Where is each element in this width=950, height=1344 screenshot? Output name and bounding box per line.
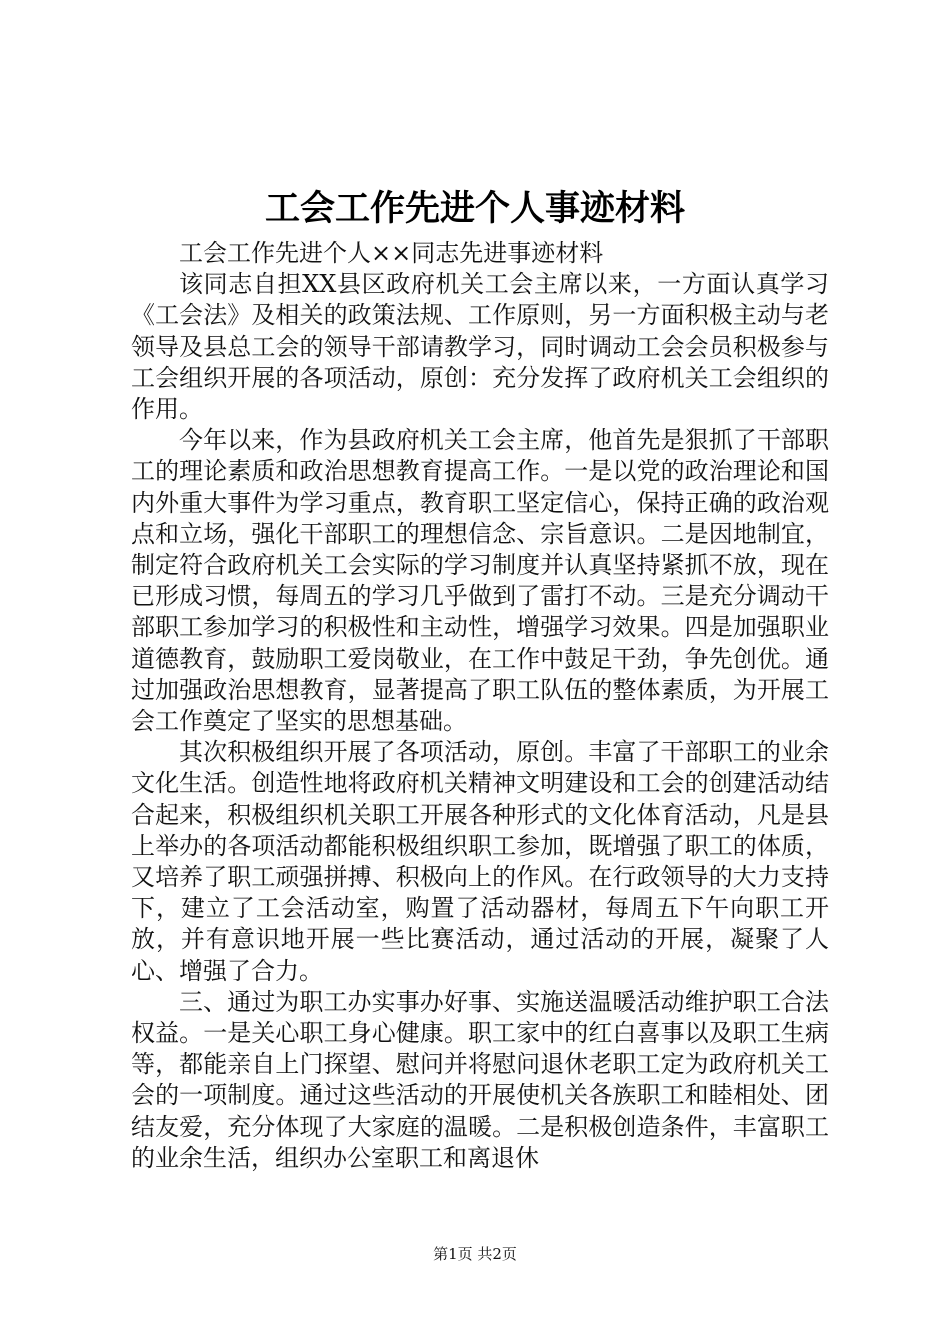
document-title: 工会工作先进个人事迹材料 [264, 188, 685, 229]
paragraph: 今年以来，作为县政府机关工会主席，他首先是狠抓了干部职工的理论素质和政治思想教育提高工作。一是以党的政治理论和国内外重大事件为学习重点，教育职工坚定信心，保持正确的政治观点和立场，强化干部职工的理想信念、宗旨意识。二是因地制宜，制定符合政府机关工会实际的学习制度并认真坚持紧抓不放，现在已形成习惯，每周五的学习几乎做到了雷打不动。三是充分调动干部职工参加学习的积极性和主动性，增强学习效果。四是加强职业道德教育，鼓励职工爱岗敬业，在工作中鼓足干劲，争先创优。通过加强政治思想教育，显著提高了职工队伍的整体素质，为开展工会工作奠定了坚实的思想基础。 [131, 426, 829, 736]
paragraph: 三、通过为职工办实事办好事、实施送温暖活动维护职工合法权益。一是关心职工身心健康。职工家中的红白喜事以及职工生病等，都能亲自上门探望、慰问并将慰问退休老职工定为政府机关工会的一项制度。通过这些活动的开展使机关各族职工和睦相处、团结友爱，充分体现了大家庭的温暖。二是积极创造条件，丰富职工的业余生活，组织办公室职工和离退休 [131, 987, 829, 1172]
paragraph: 该同志自担XX县区政府机关工会主席以来，一方面认真学习《工会法》及相关的政策法规、工作原则，另一方面积极主动与老领导及县总工会的领导干部请教学习，同时调动工会会员积极参与工会组织开展的各项活动，原创：充分发挥了政府机关工会组织的作用。 [131, 270, 829, 424]
paragraph-subtitle: 工会工作先进个人××同志先进事迹材料 [179, 239, 604, 267]
document-body [131, 238, 829, 1174]
paragraph: 其次积极组织开展了各项活动，原创。丰富了干部职工的业余文化生活。创造性地将政府机关精神文明建设和工会的创建活动结合起来，积极组织机关职工开展各种形式的文化体育活动，凡是县上举办的各项活动都能积极组织职工参加，既增强了职工的体质，又培养了职工顽强拼搏、积极向上的作风。在行政领导的大力支持下，建立了工会活动室，购置了活动器材，每周五下午向职工开放，并有意识地开展一些比赛活动，通过活动的开展，凝聚了人心、增强了合力。 [131, 738, 829, 985]
page-footer: 第1页 共2页 [433, 1245, 517, 1263]
